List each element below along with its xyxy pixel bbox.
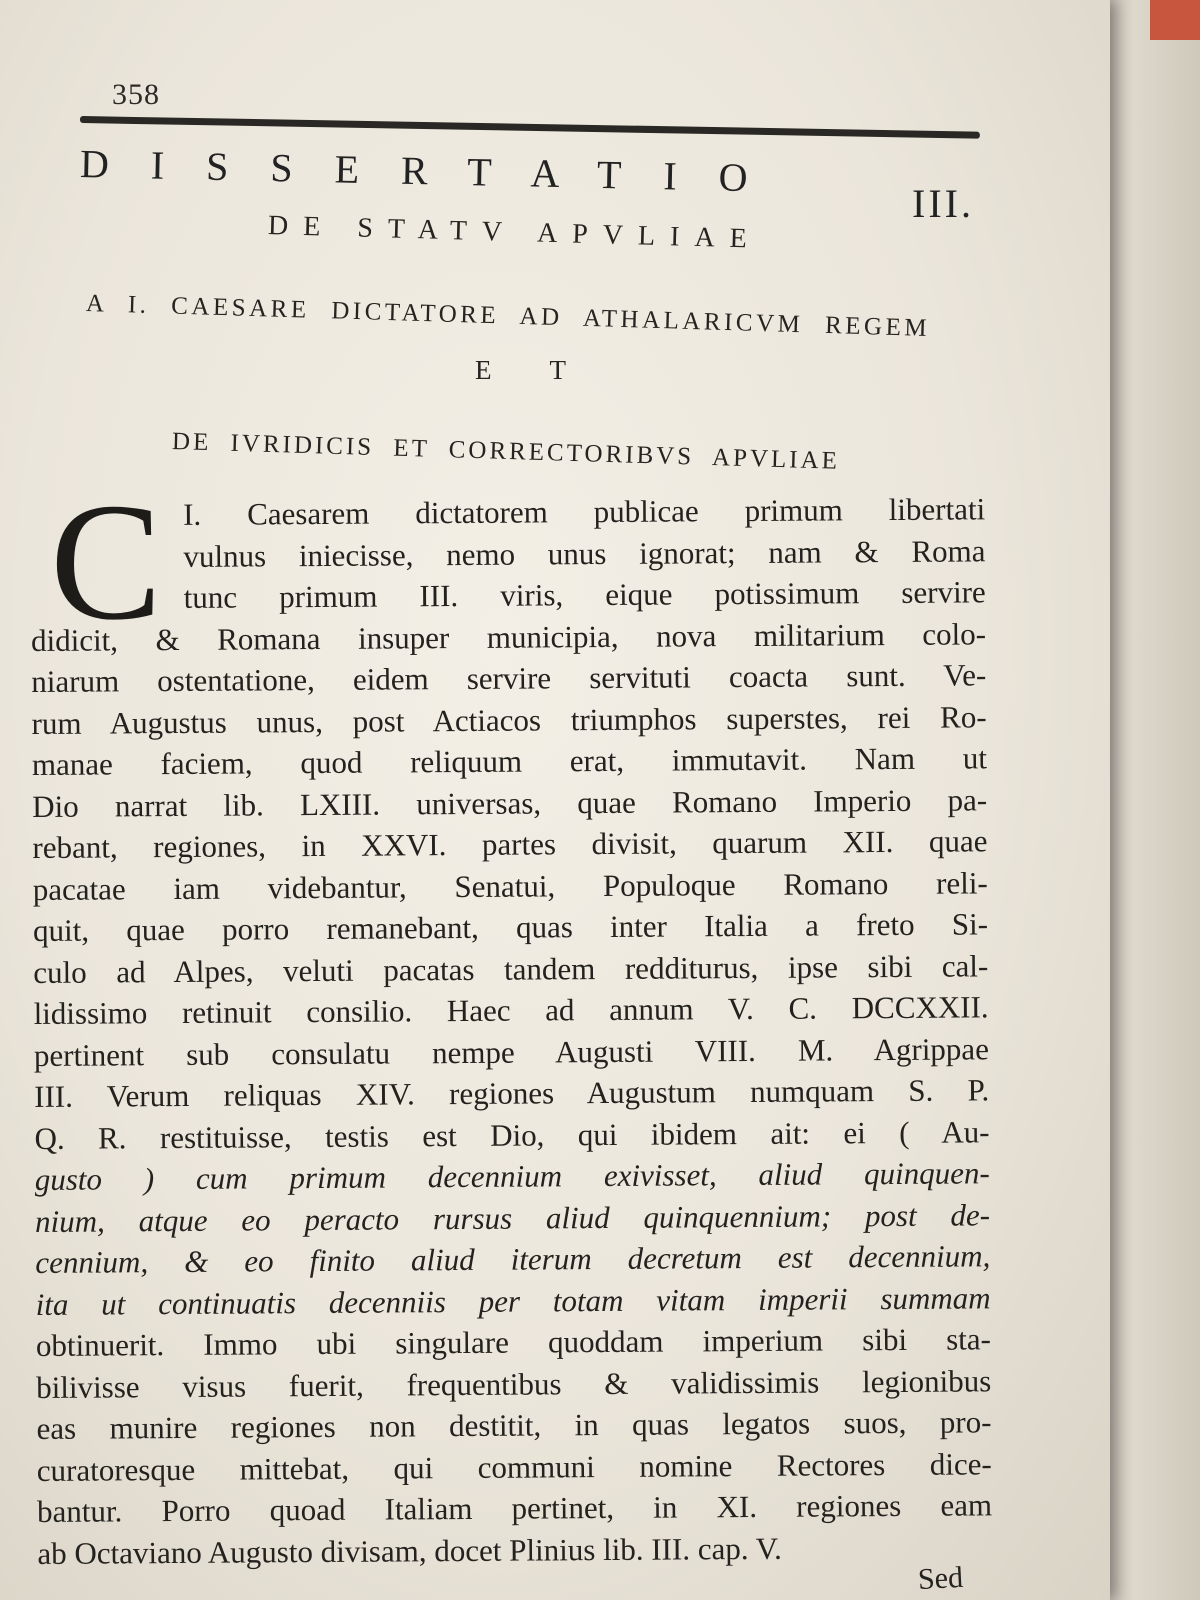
text-line: nium, atque eo peracto rursus aliud quinquennium; post de-: [34, 1196, 991, 1239]
drop-cap-letter: C: [50, 469, 163, 655]
catchword: Sed: [917, 1560, 964, 1597]
text-line: III. Verum reliquas XIV. regiones Augustum numquam S. P.: [34, 1072, 990, 1114]
text-line: bilivisse visus fuerit, frequentibus & validissimis legionibus: [36, 1362, 992, 1405]
text-line: ab Octaviano Augusto divisam, docet Plinius lib. III. cap. V.: [37, 1530, 782, 1571]
text-line: quit, quae porro remanebant, quas inter Italia a freto Si-: [32, 906, 989, 948]
subtitle-line-4: DE IVRIDICIS ET CORRECTORIBVS APVLIAE: [171, 428, 841, 475]
text-line: eas munire regiones non destitit, in quas legatos suos, pro-: [36, 1404, 992, 1446]
text-line: Q. R. restituisse, testis est Dio, qui ibidem ait: ei ( Au-: [34, 1113, 990, 1156]
subtitle-line-1: DE STATV APVLIAE: [267, 210, 763, 255]
subtitle-line-2: A I. CAESARE DICTATORE AD ATHALARICVM REGEM: [85, 290, 931, 343]
text-line: lidissimo retinuit consilio. Haec ad annum V. C. DCCXXII.: [33, 989, 989, 1031]
text-line: tunc primum III. viris, eique potissimum servire: [183, 574, 986, 615]
text-line: pacatae iam videbantur, Senatui, Populoque Romano reli-: [32, 864, 988, 907]
text-line: pertinent sub consulatu nempe Augusti VIII. M. Agrippae: [33, 1030, 990, 1073]
text-line: rum Augustus unus, post Actiacos triumphos superstes, rei Ro-: [31, 698, 987, 741]
text-line: vulnus iniecisse, nemo unus ignorat; nam & Roma: [183, 532, 986, 574]
subtitle-line-3: ET: [475, 355, 624, 385]
background-red-strip: [1150, 0, 1200, 40]
header-rule: [80, 116, 980, 139]
text-line: manae faciem, quod reliquum erat, immutavit. Nam ut: [31, 740, 987, 782]
page-number: 358: [112, 78, 160, 111]
text-line: Dio narrat lib. LXIII. universas, quae Romano Imperio pa-: [32, 781, 988, 824]
text-line: obtinuerit. Immo ubi singulare quoddam imperium sibi sta-: [35, 1321, 992, 1363]
text-line: ita ut continuatis decenniis per totam vitam imperii summam: [35, 1279, 991, 1322]
dissertation-title: DISSERTATIO: [79, 141, 791, 201]
text-line: I. Caesarem dictatorem publicae primum libertati: [183, 491, 986, 532]
dissertation-number: III.: [912, 181, 974, 226]
text-line: rebant, regiones, in XXVI. partes divisit, quarum XII. quae: [32, 823, 988, 865]
text-line: niarum ostentatione, eidem servire servituti coacta sunt. Ve-: [31, 657, 987, 699]
text-line: didicit, & Romana insuper municipia, nova militarium colo-: [30, 615, 987, 658]
text-line: curatoresque mittebat, qui communi nomine Rectores dice-: [36, 1445, 992, 1488]
text-line: cennium, & eo finito aliud iterum decretum est decennium,: [35, 1238, 991, 1280]
body-text: [30, 488, 993, 1574]
text-line: culo ad Alpes, veluti pacatas tandem redditurus, ipse sibi cal-: [33, 947, 989, 990]
text-line: gusto ) cum primum decennium exivisset, aliud quinquen-: [34, 1155, 990, 1197]
text-line: bantur. Porro quoad Italiam pertinet, in XI. regiones eam: [36, 1487, 993, 1529]
